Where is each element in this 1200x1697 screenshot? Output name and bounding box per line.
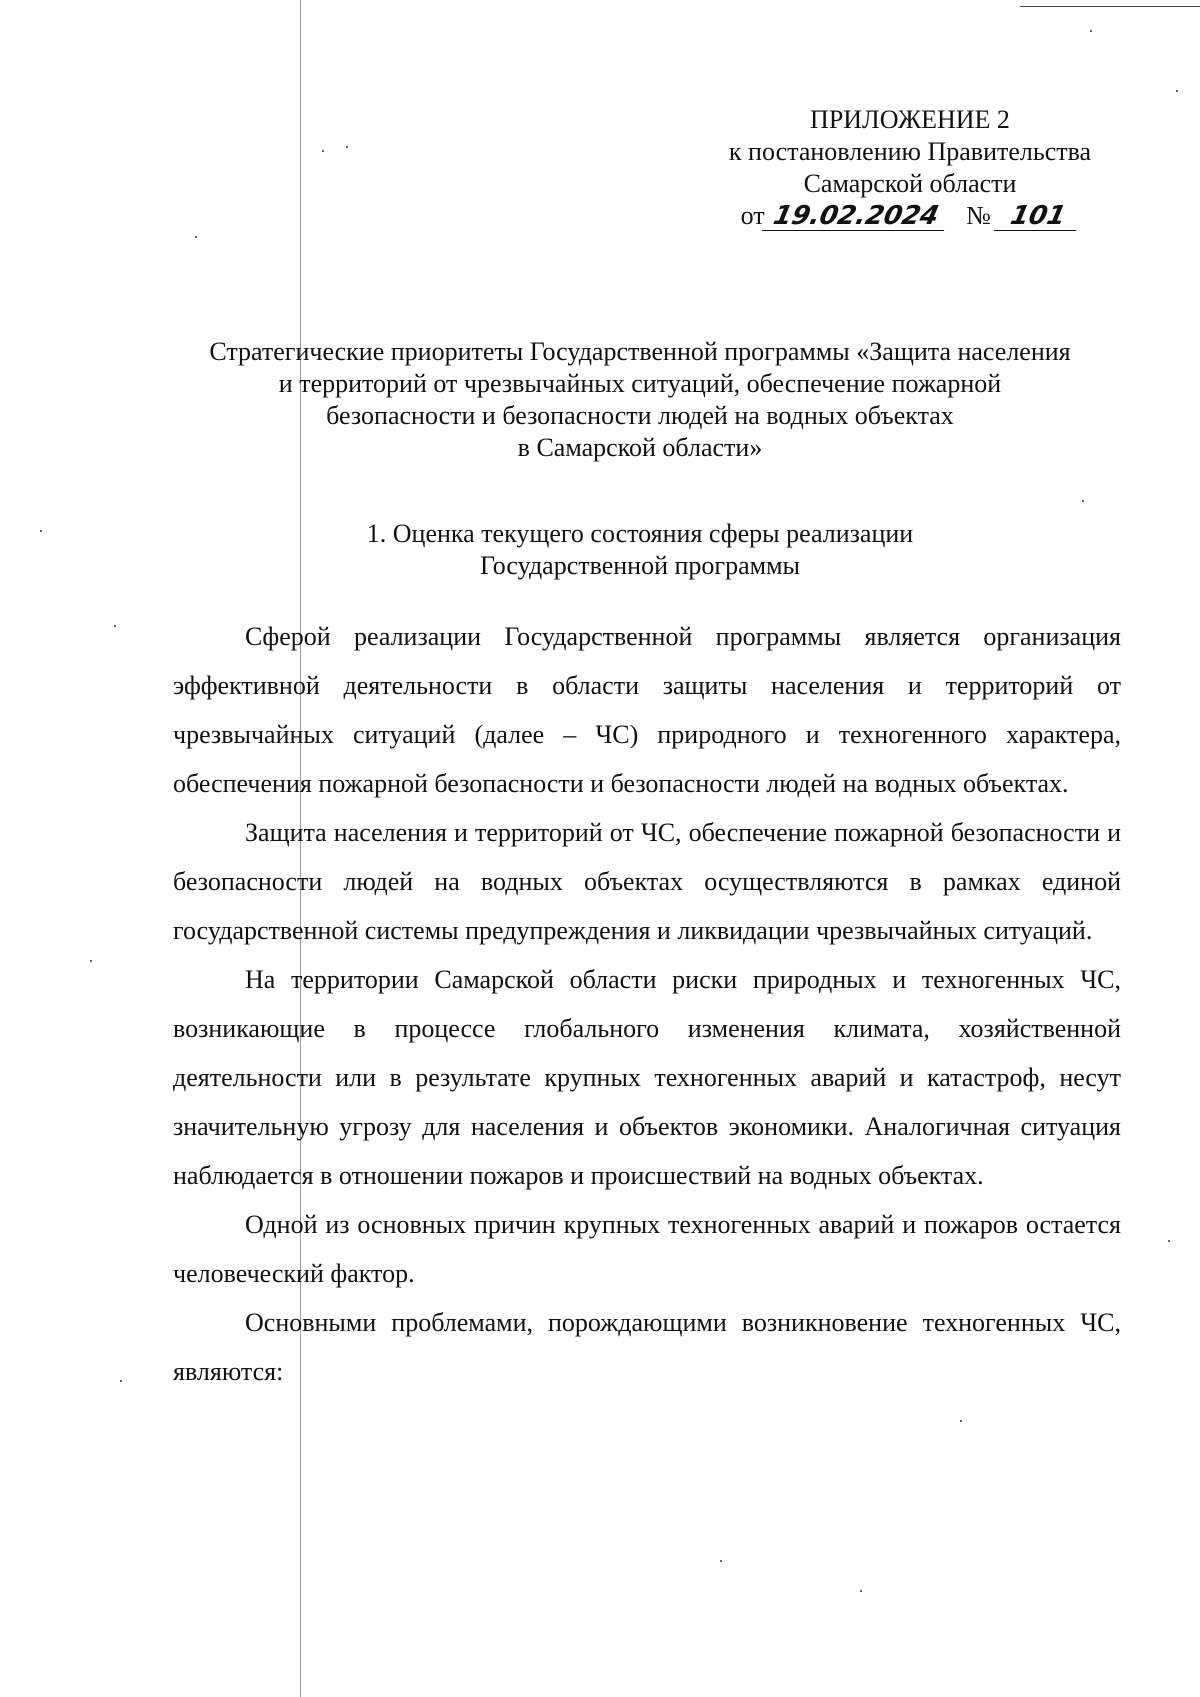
- title-line: безопасности и безопасности людей на водных объектах: [326, 401, 954, 430]
- scan-speck: [1176, 90, 1178, 92]
- scan-speck: [114, 625, 116, 627]
- paragraph: Сферой реализации Государственной программы является организация эффективной деятельности в области защиты населения и территорий от чрезвычайных ситуаций (далее – ЧС) природного и техногенного характера, обеспечения пожарной безопасности и безопасности людей на водных объектах.: [173, 622, 1121, 798]
- appendix-date-line: [640, 200, 1180, 232]
- scan-speck: [1082, 500, 1084, 502]
- scan-speck: [40, 530, 42, 532]
- date-prefix: от: [740, 201, 765, 230]
- paragraph: Одной из основных причин крупных техногенных аварий и пожаров остается человеческий фактор.: [173, 1210, 1121, 1288]
- scan-speck: [120, 1380, 122, 1382]
- appendix-region: Самарской области: [803, 169, 1017, 198]
- handwritten-date: 19.02.2024: [762, 202, 950, 231]
- paragraph: Основными проблемами, порождающими возникновение техногенных ЧС, являются:: [173, 1308, 1121, 1386]
- scan-speck: [720, 1560, 722, 1562]
- scan-artifact-rule: [1020, 6, 1200, 7]
- scan-speck: [322, 150, 324, 152]
- section-heading: [150, 518, 1130, 582]
- scan-speck: [346, 146, 348, 148]
- number-prefix: №: [966, 201, 991, 230]
- scan-speck: [960, 1420, 962, 1422]
- scan-speck: [90, 960, 92, 962]
- appendix-title: ПРИЛОЖЕНИЕ 2: [810, 105, 1010, 134]
- title-line: и территорий от чрезвычайных ситуаций, обеспечение пожарной: [278, 369, 1002, 398]
- paragraph: На территории Самарской области риски природных и техногенных ЧС, возникающие в процессе глобального изменения климата, хозяйственной деятельности или в результате крупных техногенных аварий и катастроф, несут значительную угрозу для населения и объектов экономики. Аналогичная ситуация наблюдается в отношении пожаров и происшествий на водных объектах.: [173, 965, 1121, 1190]
- document-title: [150, 336, 1130, 464]
- title-line: в Самарской области»: [517, 433, 763, 462]
- title-line: Стратегические приоритеты Государственной программы «Защита населения: [209, 337, 1071, 366]
- scan-speck: [860, 1590, 862, 1592]
- scan-speck: [1168, 1240, 1170, 1242]
- appendix-decree: к постановлению Правительства: [728, 137, 1092, 166]
- scan-speck: [195, 236, 197, 238]
- appendix-block: [640, 104, 1180, 232]
- paragraph: Защита населения и территорий от ЧС, обеспечение пожарной безопасности и безопасности людей на водных объектах осуществляются в рамках единой государственной системы предупреждения и ликвидации чрезвычайных ситуаций.: [173, 818, 1121, 945]
- scan-speck: [1090, 30, 1092, 32]
- section-heading-line: 1. Оценка текущего состояния сферы реализации: [366, 519, 914, 548]
- handwritten-number: 101: [994, 202, 1082, 231]
- section-heading-line: Государственной программы: [479, 551, 801, 580]
- body-text: [173, 612, 1121, 1396]
